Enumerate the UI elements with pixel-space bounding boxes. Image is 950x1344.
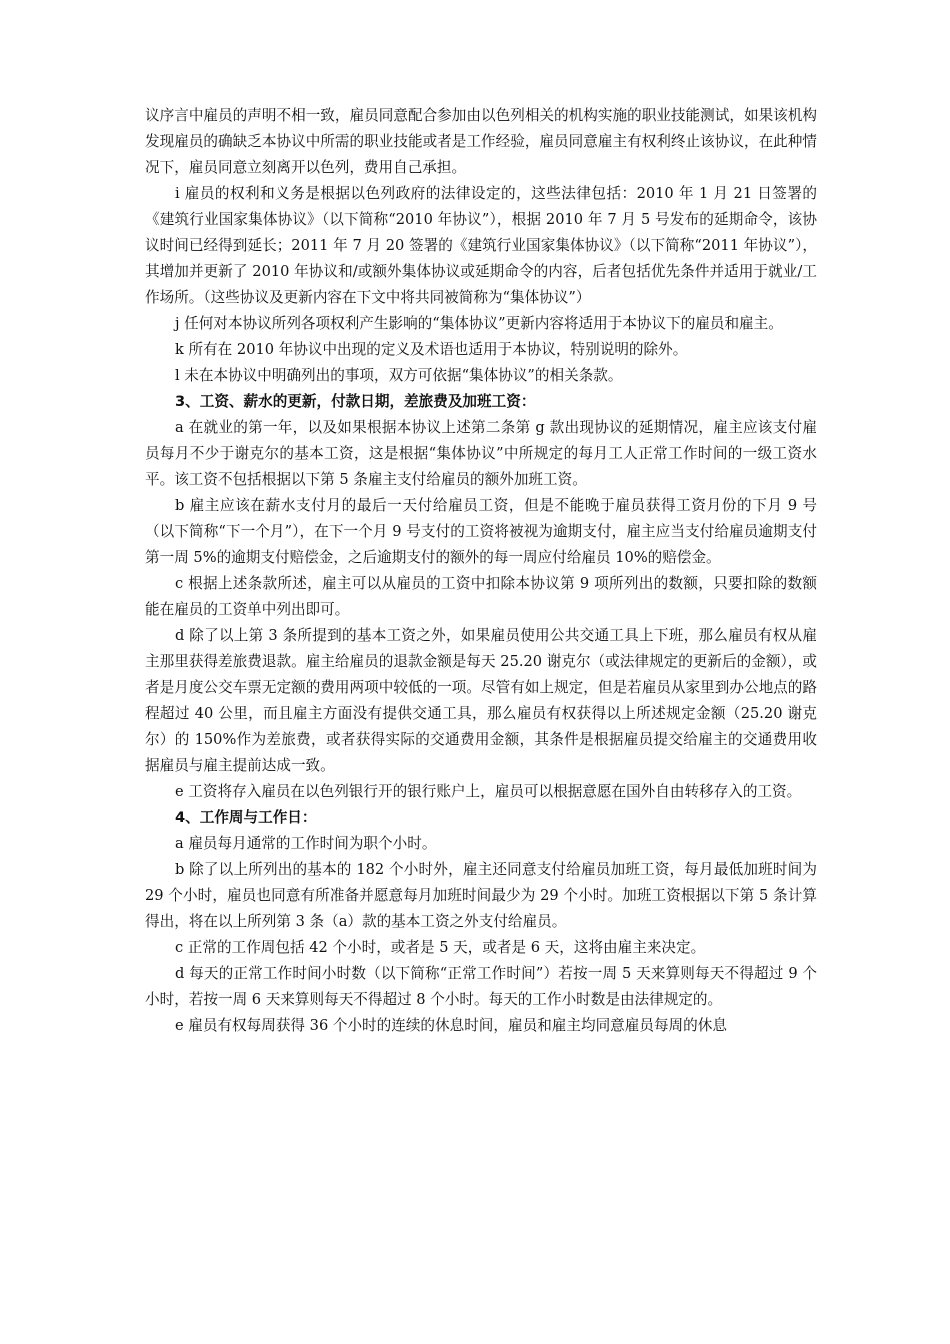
clause-3b: b 雇主应该在薪水支付月的最后一天付给雇员工资，但是不能晚于雇员获得工资月份的下月 9 号（以下简称“下一个月”），在下一个月 9 号支付的工资将被视为逾期支付，雇主应当支付给雇员逾期支付第一周 5%的逾期支付赔偿金，之后逾期支付的额外的每一周应付给雇员 10%的赔偿金。: [145, 497, 817, 566]
clause-3c: c 根据上述条款所述，雇主可以从雇员的工资中扣除本协议第 9 项所列出的数额，只要扣除的数额能在雇员的工资单中列出即可。: [145, 575, 817, 618]
document-page: [145, 103, 817, 1039]
clause-4e: e 雇员有权每周获得 36 个小时的连续的休息时间，雇员和雇主均同意雇员每周的休息: [175, 1017, 727, 1034]
clause-i: i 雇员的权利和义务是根据以色列政府的法律设定的，这些法律包括：2010 年 1 月 21 日签署的《建筑行业国家集体协议》（以下简称“2010 年协议”），根据 2010 年 7 月 5 号发布的延期命令，该协议时间已经得到延长；2011 年 7 月 20 签署的《建筑行业国家集体协议》（以下简称“2011 年协议”），其增加并更新了 2010 年协议和/或额外集体协议或延期命令的内容，后者包括优先条件并适用于就业/工作场所。（这些协议及更新内容在下文中将共同被简称为“集体协议”）: [145, 185, 817, 306]
clause-4c: c 正常的工作周包括 42 个小时，或者是 5 天，或者是 6 天，这将由雇主来决定。: [175, 939, 706, 956]
section-heading-4: 4、工作周与工作日：: [175, 809, 317, 826]
section-heading-3: 3、工资、薪水的更新，付款日期，差旅费及加班工资：: [175, 393, 536, 410]
clause-4b: b 除了以上所列出的基本的 182 个小时外，雇主还同意支付给雇员加班工资，每月最低加班时间为 29 个小时，雇员也同意有所准备并愿意每月加班时间最少为 29 个小时。加班工资根据以下第 5 条计算得出，将在以上所列第 3 条（a）款的基本工资之外支付给雇员。: [145, 861, 817, 930]
clause-k: k 所有在 2010 年协议中出现的定义及术语也适用于本协议，特别说明的除外。: [175, 341, 688, 358]
clause-3e: e 工资将存入雇员在以色列银行开的银行账户上，雇员可以根据意愿在国外自由转移存入的工资。: [175, 783, 802, 800]
clause-4d: d 每天的正常工作时间小时数（以下简称“正常工作时间”）若按一周 5 天来算则每天不得超过 9 个小时，若按一周 6 天来算则每天不得超过 8 个小时。每天的工作小时数是由法律规定的。: [145, 965, 817, 1008]
clause-l: l 未在本协议中明确列出的事项，双方可依据“集体协议”的相关条款。: [175, 367, 623, 384]
paragraph-continuation: 议序言中雇员的声明不相一致，雇员同意配合参加由以色列相关的机构实施的职业技能测试，如果该机构发现雇员的确缺乏本协议中所需的职业技能或者是工作经验，雇员同意雇主有权利终止该协议，在此种情况下，雇员同意立刻离开以色列，费用自己承担。: [145, 107, 817, 176]
clause-3d: d 除了以上第 3 条所提到的基本工资之外，如果雇员使用公共交通工具上下班，那么雇员有权从雇主那里获得差旅费退款。雇主给雇员的退款金额是每天 25.20 谢克尔（或法律规定的更新后的金额），或者是月度公交车票无定额的费用两项中较低的一项。尽管有如上规定，但是若雇员从家里到办公地点的路程超过 40 公里，而且雇主方面没有提供交通工具，那么雇员有权获得以上所述规定金额（25.20 谢克尔）的 150%作为差旅费，或者获得实际的交通费用金额，其条件是根据雇员提交给雇主的交通费用收据雇员与雇主提前达成一致。: [145, 627, 817, 774]
clause-4a: a 雇员每月通常的工作时间为职个小时。: [175, 835, 437, 852]
clause-j: j 任何对本协议所列各项权利产生影响的“集体协议”更新内容将适用于本协议下的雇员和雇主。: [175, 315, 783, 332]
clause-3a: a 在就业的第一年，以及如果根据本协议上述第二条第 g 款出现协议的延期情况，雇主应该支付雇员每月不少于谢克尔的基本工资，这是根据“集体协议”中所规定的每月工人正常工作时间的一级工资水平。该工资不包括根据以下第 5 条雇主支付给雇员的额外加班工资。: [145, 419, 817, 488]
